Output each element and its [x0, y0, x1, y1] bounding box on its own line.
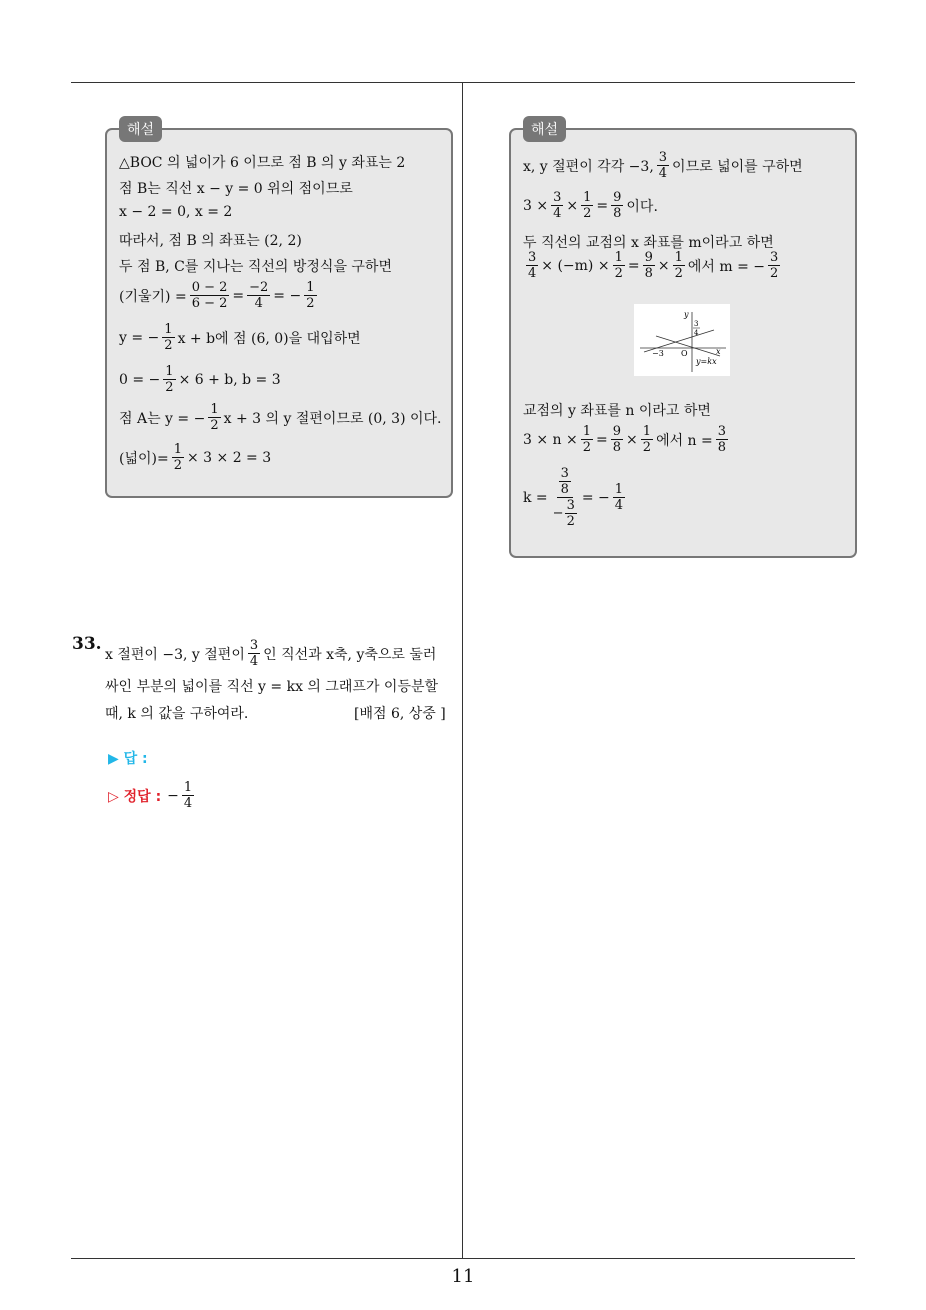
page-number: 11: [451, 1266, 475, 1287]
graph-origin: O: [681, 349, 688, 358]
top-rule: [71, 82, 855, 83]
correct-label: ▷ 정답 :: [108, 788, 162, 805]
fraction: $\frac{3}{8}$: [717, 424, 727, 455]
intersection-graph: [634, 304, 730, 376]
line-9: 점 A는 y = − $\frac{1}{2}$ x + 3 의 y 절편이므로 (0, 3) 이다.: [119, 402, 442, 433]
fraction: 3 4: [249, 638, 259, 669]
graph-line-label: y=kx: [696, 357, 717, 366]
graph-y-label: y: [684, 310, 689, 319]
fraction: $\frac{3}{2}$: [770, 250, 779, 281]
graph-svg: [634, 304, 730, 376]
left-solution-box: [105, 122, 453, 498]
fraction: $\frac{1}{2}$: [583, 190, 592, 221]
graph-y-int-num: 3: [694, 320, 699, 328]
line-5: 두 점 B, C를 지나는 직선의 방정식을 구하면: [119, 259, 392, 275]
score-label: [배점 6, 상중 ]: [354, 706, 446, 722]
fraction: $\frac{9}{8}$: [612, 424, 622, 455]
solution-tag: 해설: [523, 116, 566, 142]
fraction: $\frac{1}{2}$: [614, 250, 623, 281]
line-y-kx: [656, 336, 720, 356]
graph-x-int: −3: [652, 349, 664, 358]
fraction: $\frac{-2}{4}$: [249, 280, 269, 311]
fraction: $\frac{1}{2}$: [642, 424, 652, 455]
graph-y-int-den: 4: [694, 329, 699, 337]
fraction: $\frac{3}{4}$: [528, 250, 537, 281]
column-divider: [462, 83, 463, 1259]
question-line-2: 싸인 부분의 넓이를 직선 y = kx 의 그래프가 이등분할: [105, 679, 439, 695]
line-3: 두 직선의 교점의 x 좌표를 m이라고 하면: [523, 235, 774, 251]
line-7: k = 3 8 − $\frac{3}{2}$ = − $\frac{1}{4}$: [523, 466, 624, 529]
line-7: y = − $\frac{1}{2}$ x + b에 점 (6, 0)을 대입하면: [119, 322, 361, 353]
fraction: $\frac{9}{8}$: [644, 250, 653, 281]
fraction: $\frac{1}{4}$: [183, 780, 193, 811]
line-4: $\frac{3}{4}$ × (−m) × $\frac{1}{2}$ = $\frac{9}{8}$ × $\frac{1}{2}$ 에서 m = − $\frac{3}{2}$: [528, 250, 779, 281]
question-number: 33.: [72, 634, 102, 654]
bottom-rule: [71, 1258, 855, 1259]
fraction: $\frac{1}{2}$: [173, 442, 182, 473]
fraction: $\frac{3}{4}$: [553, 190, 562, 221]
fraction: $\frac{9}{8}$: [613, 190, 622, 221]
fraction: $\frac{1}{2}$: [306, 280, 315, 311]
fraction: $\frac{1}{2}$: [674, 250, 683, 281]
line-10: (넓이)= $\frac{1}{2}$ × 3 × 2 = 3: [119, 442, 272, 473]
line-4: 따라서, 점 B 의 좌표는 (2, 2): [119, 233, 302, 249]
line-2: 점 B는 직선 x − y = 0 위의 점이므로: [119, 181, 353, 197]
fraction: 3 4: [658, 150, 668, 181]
slope-label: (기울기) =: [119, 288, 187, 305]
fraction: $\frac{1}{2}$: [210, 402, 219, 433]
answer-label: ▶ 답 :: [108, 751, 148, 767]
fraction: $\frac{1}{2}$: [582, 424, 592, 455]
line-1: x, y 절편이 각각 −3, 3 4 이므로 넓이를 구하면: [523, 150, 803, 181]
line-3: x − 2 = 0, x = 2: [119, 204, 233, 220]
fraction: $\frac{1}{2}$: [164, 322, 173, 353]
line-8: 0 = − $\frac{1}{2}$ × 6 + b, b = 3: [119, 364, 281, 395]
question-line-3: 때, k 의 값을 구하여라.: [105, 706, 249, 722]
fraction: $\frac{0 - 2}{6 - 2}$: [191, 280, 228, 311]
line-5: 교점의 y 좌표를 n 이라고 하면: [523, 403, 711, 419]
fraction: $\frac{1}{2}$: [165, 364, 174, 395]
fraction: $\frac{1}{4}$: [614, 482, 624, 513]
line-2: 3 × $\frac{3}{4}$ × $\frac{1}{2}$ = $\frac{9}{8}$ 이다.: [523, 190, 658, 221]
line-6: 3 × n × $\frac{1}{2}$ = $\frac{9}{8}$ × $\frac{1}{2}$ 에서 n = $\frac{3}{8}$: [523, 424, 727, 455]
question-line-1: x 절편이 −3, y 절편이 3 4 인 직선과 x축, y축으로 둘러: [105, 638, 437, 669]
solution-tag: 해설: [119, 116, 162, 142]
line-1: △BOC 의 넓이가 6 이므로 점 B 의 y 좌표는 2: [119, 155, 406, 171]
line-6: (기울기) = $\frac{0 - 2}{6 - 2}$ = $\frac{-2}{4}$ = − $\frac{1}{2}$: [119, 280, 315, 311]
correct-answer: ▷ 정답 : − $\frac{1}{4}$: [108, 780, 193, 811]
complex-fraction: 3 8 − $\frac{3}{2}$: [552, 466, 575, 529]
graph-x-label: x: [716, 347, 721, 356]
